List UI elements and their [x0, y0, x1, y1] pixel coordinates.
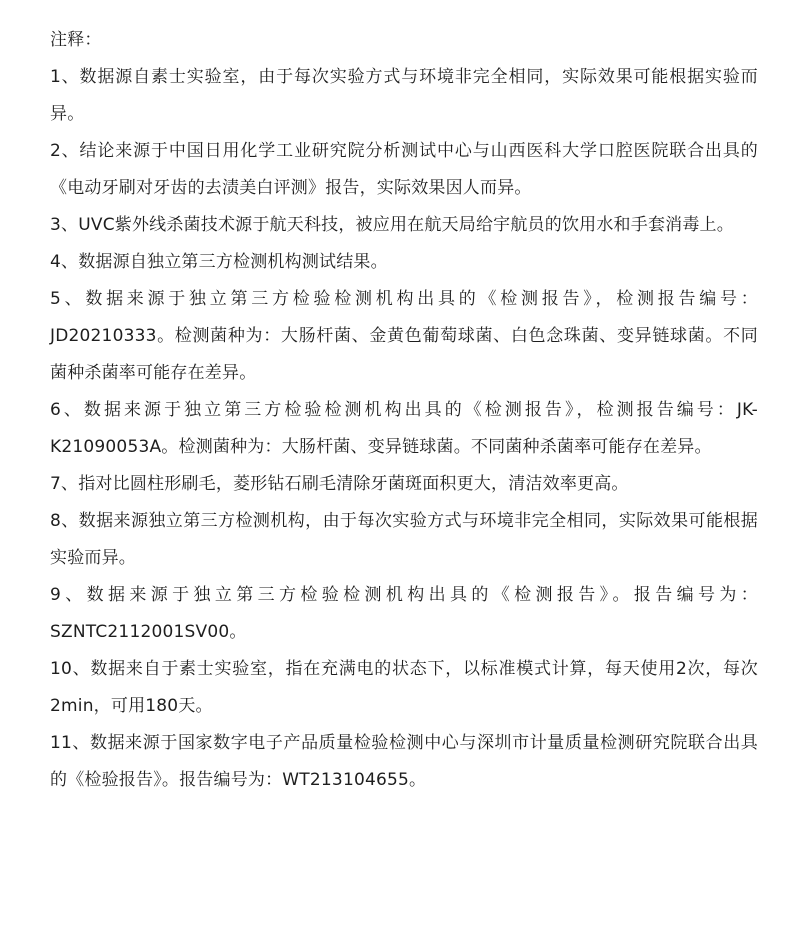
note-item-9: 9、数据来源于独立第三方检验检测机构出具的《检测报告》。报告编号为：SZNTC2112001SV00。	[50, 585, 758, 642]
note-item-6: 6、数据来源于独立第三方检验检测机构出具的《检测报告》，检测报告编号：JK-K21090053A。检测菌种为：大肠杆菌、变异链球菌。不同菌种杀菌率可能存在差异。	[50, 400, 758, 457]
note-item-7: 7、指对比圆柱形刷毛，菱形钻石刷毛清除牙菌斑面积更大，清洁效率更高。	[50, 474, 629, 494]
notes-section	[50, 22, 758, 799]
note-item-5: 5、数据来源于独立第三方检验检测机构出具的《检测报告》，检测报告编号：JD20210333。检测菌种为：大肠杆菌、金黄色葡萄球菌、白色念珠菌、变异链球菌。不同菌种杀菌率可能存在差异。	[50, 289, 758, 383]
note-item-3: 3、UVC紫外线杀菌技术源于航天科技，被应用在航天局给宇航员的饮用水和手套消毒上。	[50, 215, 734, 235]
note-item-10: 10、数据来自于素士实验室，指在充满电的状态下，以标准模式计算，每天使用2次，每次2min，可用180天。	[50, 659, 758, 716]
note-item-8: 8、数据来源独立第三方检测机构，由于每次实验方式与环境非完全相同，实际效果可能根据实验而异。	[50, 511, 758, 568]
note-item-1: 1、数据源自素士实验室，由于每次实验方式与环境非完全相同，实际效果可能根据实验而异。	[50, 67, 758, 124]
notes-list	[50, 59, 758, 799]
notes-title: 注释：	[50, 30, 102, 50]
note-item-2: 2、结论来源于中国日用化学工业研究院分析测试中心与山西医科大学口腔医院联合出具的《电动牙刷对牙齿的去渍美白评测》报告，实际效果因人而异。	[50, 141, 758, 198]
note-item-11: 11、数据来源于国家数字电子产品质量检验检测中心与深圳市计量质量检测研究院联合出具的《检验报告》。报告编号为：WT213104655。	[50, 733, 758, 790]
note-item-4: 4、数据源自独立第三方检测机构测试结果。	[50, 252, 388, 272]
